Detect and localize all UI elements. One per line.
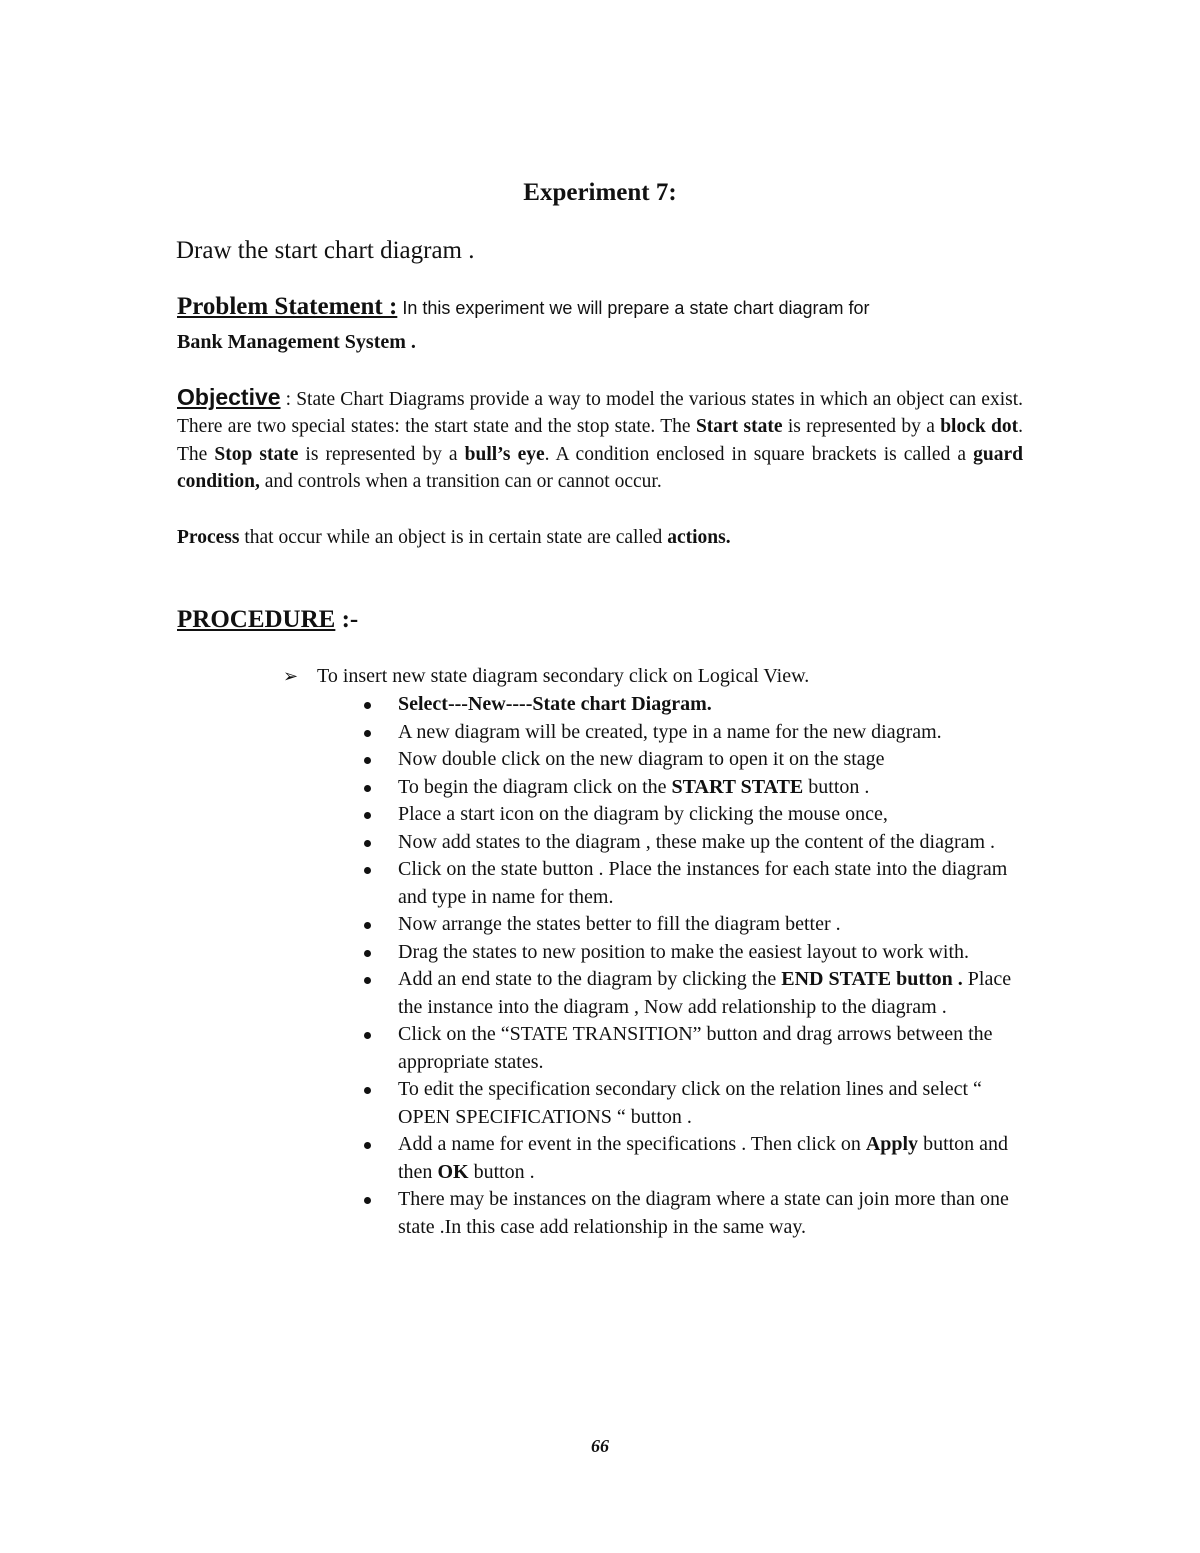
objective-bulls-eye: bull’s eye [464, 443, 545, 465]
objective-text-2: is represented by a [782, 416, 941, 438]
step-text-mid: button and then [398, 1133, 1009, 1183]
step-text-tail: Place the instance into the diagram , Now add relationship to the diagram . [398, 968, 1012, 1018]
list-item [398, 1186, 1023, 1241]
procedure-steps-list [398, 691, 1023, 1241]
objective-guard-condition: guard condition, [177, 443, 1023, 492]
list-item [398, 746, 1023, 774]
experiment-title: Experiment 7: [523, 179, 677, 206]
bullet-icon [364, 702, 371, 709]
arrow-item-text: To insert new state diagram secondary click on Logical View. [317, 665, 810, 687]
step-text: To begin the diagram click on the [398, 775, 672, 798]
objective-text-1: State Chart Diagrams provide a way to model the various states in which an object can exist. There are two special states: the start state and the stop state. The [177, 389, 1023, 438]
list-item [398, 1131, 1023, 1186]
list-item [398, 1021, 1023, 1076]
step-text: Add an end state to the diagram by clicking the [398, 968, 782, 990]
step-text: Drag the states to new position to make the easiest layout to work with. [398, 940, 969, 963]
list-item [398, 719, 1023, 747]
step-text: Click on the state button . Place the instances for each state into the diagram and type in name for them. [398, 858, 1008, 908]
step-start-state: START STATE [671, 775, 804, 798]
objective-start-state: Start state [695, 416, 783, 438]
objective-paragraph [177, 384, 1023, 495]
arrow-bullet-icon: ➢ [283, 666, 299, 686]
page-number: 66 [591, 1436, 609, 1456]
step-text: Select---New----State chart Diagram. [398, 693, 712, 715]
step-text: Place a start icon on the diagram by clicking the mouse once, [398, 803, 888, 825]
process-paragraph [177, 524, 1023, 551]
list-item [398, 801, 1023, 829]
list-item [398, 829, 1023, 857]
step-text: Now arrange the states better to fill the diagram better . [398, 913, 841, 935]
procedure-arrow-item [283, 662, 1043, 690]
step-apply: Apply [865, 1133, 919, 1155]
step-text: Now add states to the diagram , these make up the content of the diagram . [398, 830, 996, 853]
list-item [398, 911, 1023, 939]
step-text: There may be instances on the diagram where a state can join more than one state .In this case add relationship in the same way. [398, 1188, 1009, 1238]
objective-sep: : [280, 389, 297, 410]
step-text-tail: button . [803, 775, 870, 798]
list-item [398, 966, 1023, 1021]
list-item [398, 856, 1023, 911]
bullet-icon [364, 1087, 371, 1094]
procedure-heading-label: PROCEDURE [177, 606, 336, 633]
step-ok: OK [437, 1160, 469, 1183]
step-text: Click on the “STATE TRANSITION” button and drag arrows between the appropriate states. [398, 1023, 993, 1073]
bullet-icon [364, 977, 371, 984]
objective-text-4: is represented by a [298, 443, 465, 465]
step-end-state: END STATE button . [781, 968, 963, 990]
bullet-icon [364, 1197, 371, 1204]
bullet-icon [364, 1032, 371, 1039]
process-term: Process [177, 527, 240, 548]
procedure-heading-suffix: :- [335, 606, 359, 633]
objective-text-3: . The [177, 416, 1024, 465]
objective-stop-state: Stop state [214, 443, 299, 465]
bullet-icon [364, 757, 371, 764]
bullet-icon [364, 950, 371, 957]
problem-heading: Problem Statement : [177, 293, 398, 320]
bullet-icon [364, 1142, 371, 1149]
objective-text-5: . A condition enclosed in square brackets is called a [544, 443, 974, 465]
list-item [398, 691, 1023, 719]
list-item [398, 774, 1023, 802]
problem-statement [177, 293, 1037, 356]
experiment-subtitle: Draw the start chart diagram . [176, 237, 475, 264]
objective-heading: Objective [177, 384, 281, 410]
objective-block-dot: block dot [940, 416, 1019, 438]
bullet-icon [364, 785, 371, 792]
procedure-heading [177, 605, 358, 635]
step-text: A new diagram will be created, type in a name for the new diagram. [398, 720, 942, 743]
problem-text: In this experiment we will prepare a state chart diagram for [397, 298, 870, 318]
step-text: Now double click on the new diagram to open it on the stage [398, 748, 885, 770]
bullet-icon [364, 840, 371, 847]
bullet-icon [364, 730, 371, 737]
step-text: Add a name for event in the specifications . Then click on [398, 1133, 866, 1155]
list-item [398, 1076, 1023, 1131]
problem-system: Bank Management System . [177, 331, 416, 353]
process-text: that occur while an object is in certain state are called [239, 527, 668, 548]
bullet-icon [364, 812, 371, 819]
bullet-icon [364, 867, 371, 874]
objective-text-6: and controls when a transition can or cannot occur. [259, 470, 662, 492]
step-text-tail: button . [468, 1160, 535, 1183]
step-text: To edit the specification secondary click on the relation lines and select “ OPEN SPECIFICATIONS “ button . [398, 1078, 982, 1128]
bullet-icon [364, 922, 371, 929]
process-actions: actions. [667, 527, 731, 548]
list-item [398, 939, 1023, 967]
